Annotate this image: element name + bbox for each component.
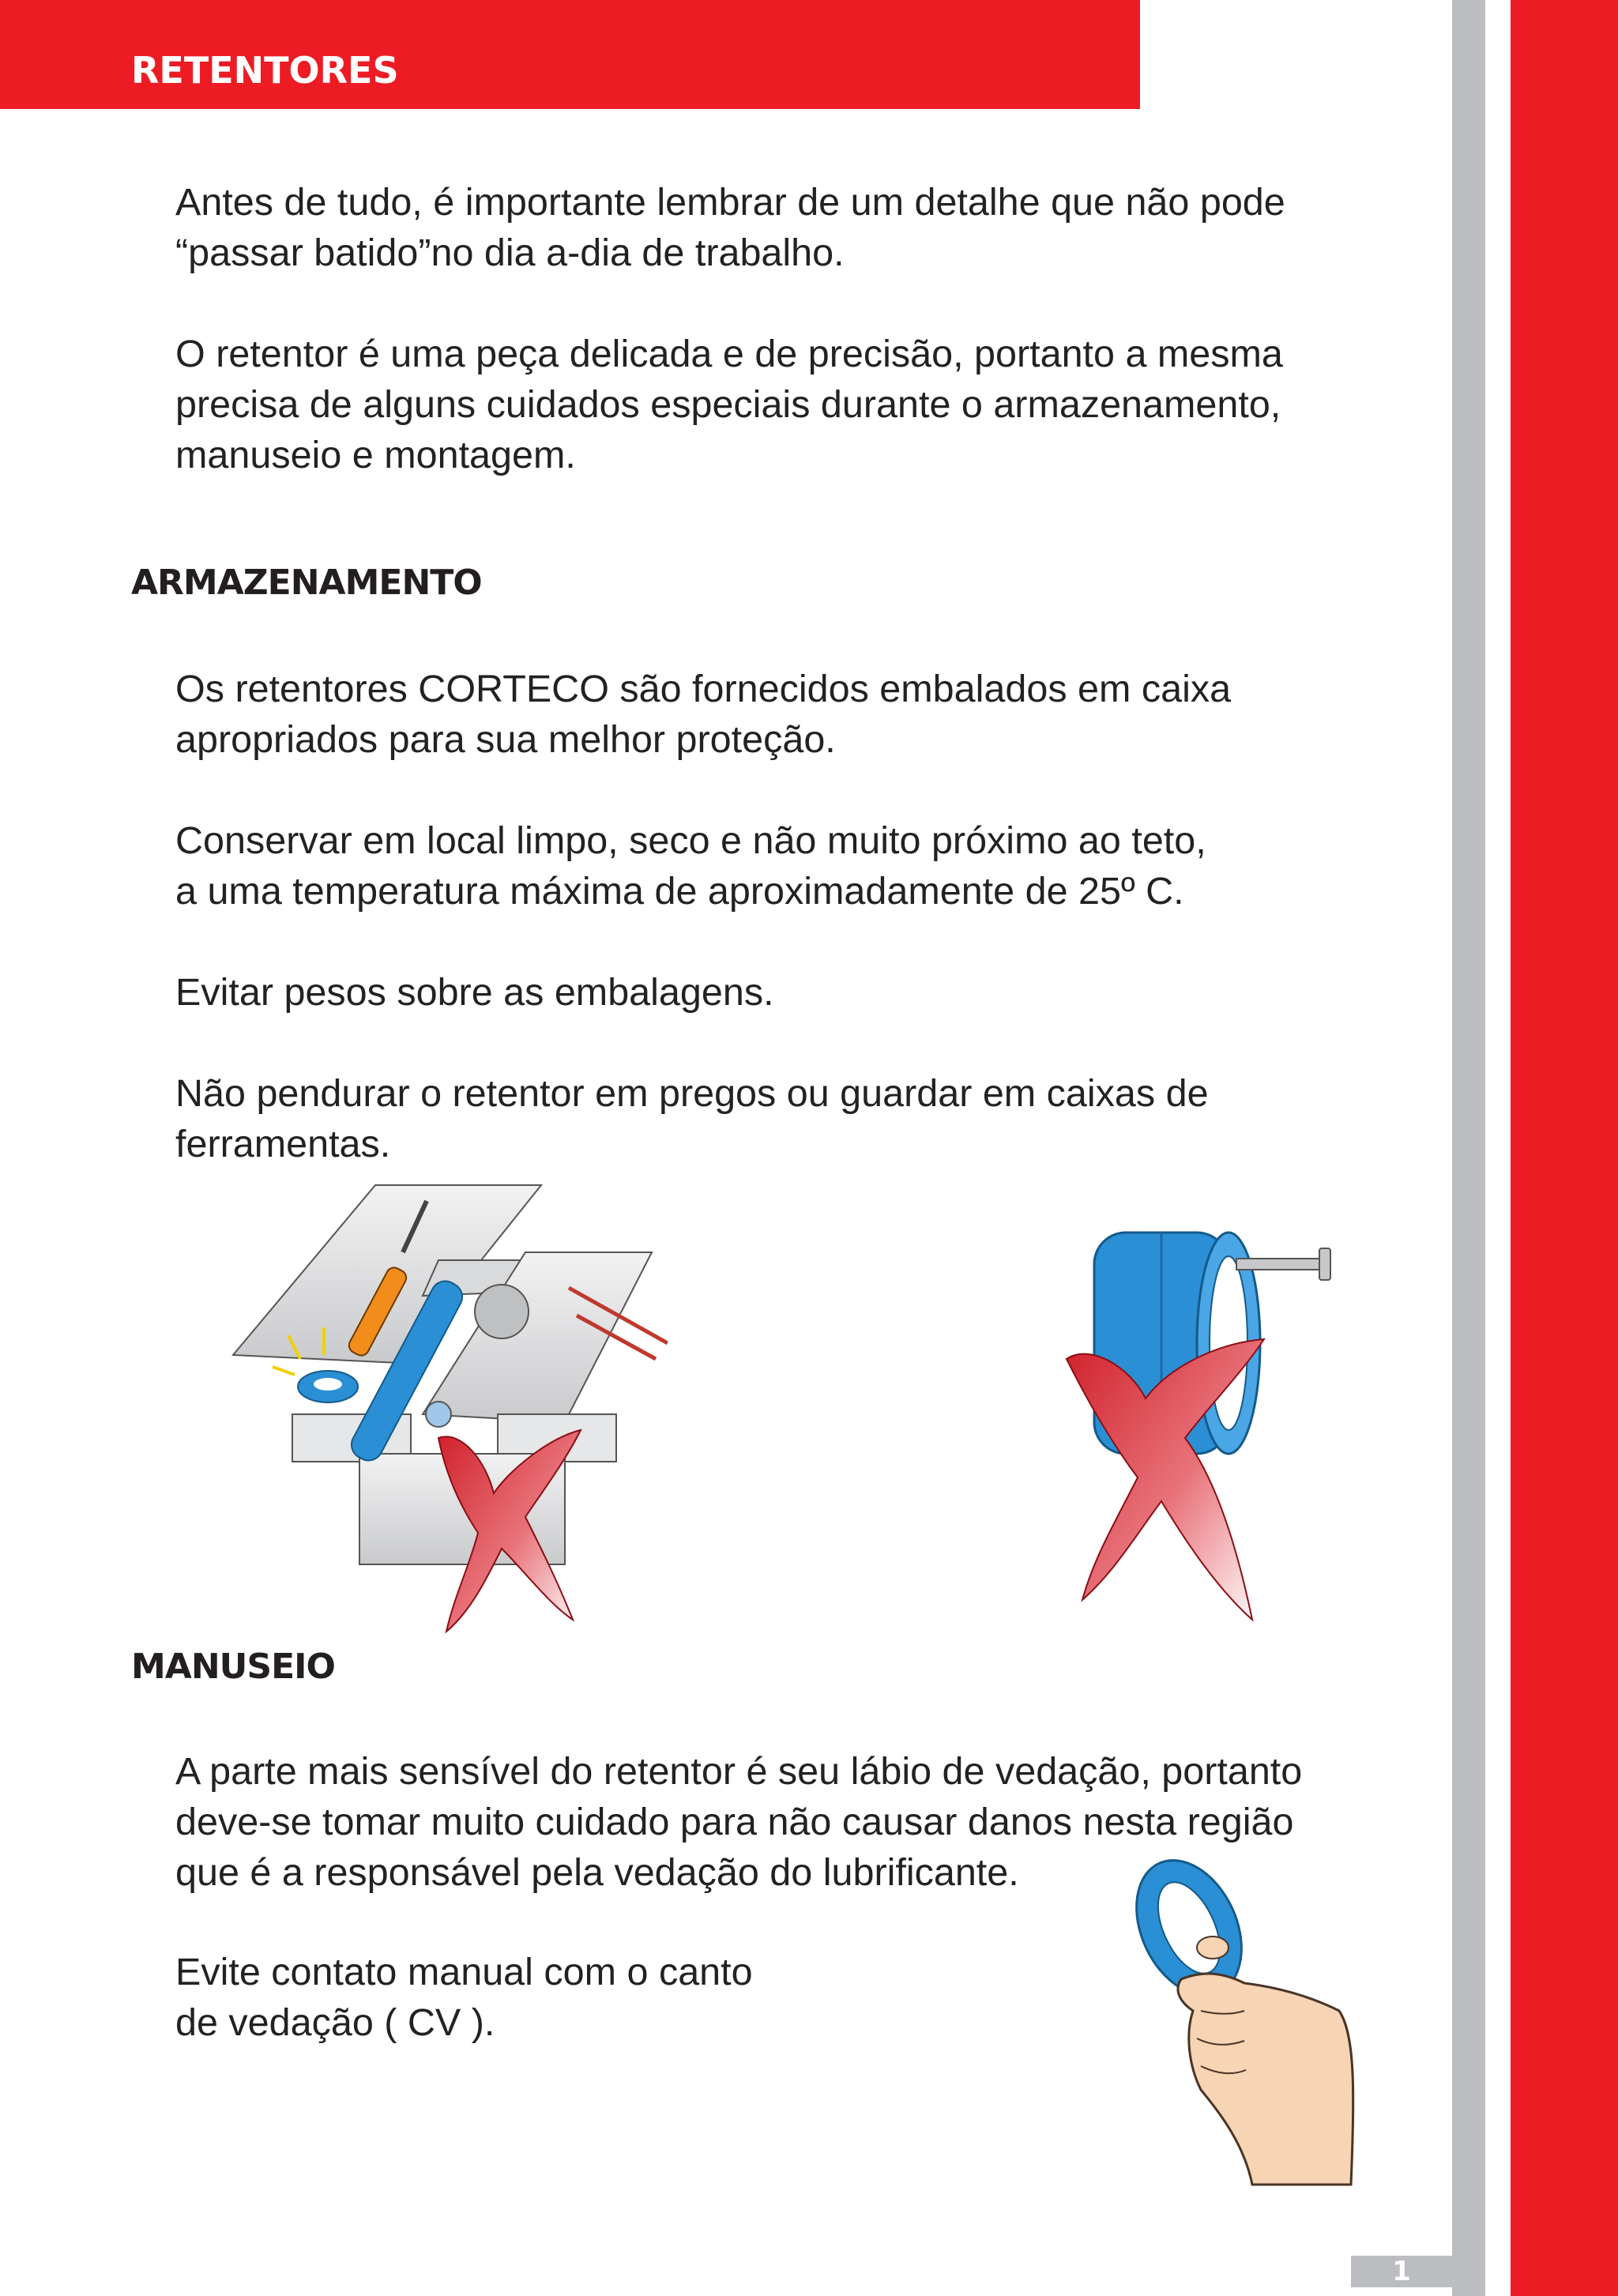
text-line: O retentor é uma peça delicada e de precisão, portanto a mesma [175,333,1283,375]
text-line: Antes de tudo, é importante lembrar de um detalhe que não pode [175,181,1285,224]
armazenamento-paragraph-3 [175,967,774,1018]
text-line: deve-se tomar muito cuidado para não causar danos nesta região [175,1801,1294,1843]
text-line: Conservar em local limpo, seco e não muito próximo ao teto, [175,819,1206,862]
text-line: ferramentas. [175,1123,391,1165]
side-red-strip [1511,0,1618,2296]
text-line: Não pendurar o retentor em pregos ou guardar em caixas de [175,1072,1209,1115]
hand-holding-seal-icon [1126,1853,1371,2192]
text-line: a uma temperatura máxima de aproximadamente de 25º C. [175,870,1184,913]
text-line: “passar batido”no dia a-dia de trabalho. [175,231,845,274]
text-line: Os retentores CORTECO são fornecidos embalados em caixa [175,668,1232,710]
text-line: precisa de alguns cuidados especiais durante o armazenamento, [175,383,1281,426]
text-line: que é a responsável pela vedação do lubrificante. [175,1851,1019,1894]
armazenamento-paragraph-4 [175,1068,1209,1169]
text-line: apropriados para sua melhor proteção. [175,718,836,761]
seal-hanging-on-nail-crossed-icon [1059,1209,1359,1635]
text-line: manuseio e montagem. [175,434,576,476]
text-line: Evite contato manual com o canto [175,1951,753,1993]
side-gray-strip [1452,0,1485,2296]
intro-paragraph-2 [175,329,1283,480]
page-number: 1 [1351,2256,1452,2287]
text-line: de vedação ( CV ). [175,2001,495,2044]
armazenamento-paragraph-1 [175,664,1231,765]
intro-paragraph-1 [175,177,1285,278]
section-heading-manuseio: MANUSEIO [131,1647,335,1687]
page-header-title: RETENTORES [131,49,399,92]
text-line: Evitar pesos sobre as embalagens. [175,971,774,1014]
toolbox-with-seal-crossed-icon [225,1177,668,1667]
armazenamento-paragraph-2 [175,815,1206,917]
text-line: A parte mais sensível do retentor é seu lábio de vedação, portanto [175,1750,1303,1793]
manuseio-paragraph-2 [175,1947,753,2048]
section-heading-armazenamento: ARMAZENAMENTO [131,563,482,603]
